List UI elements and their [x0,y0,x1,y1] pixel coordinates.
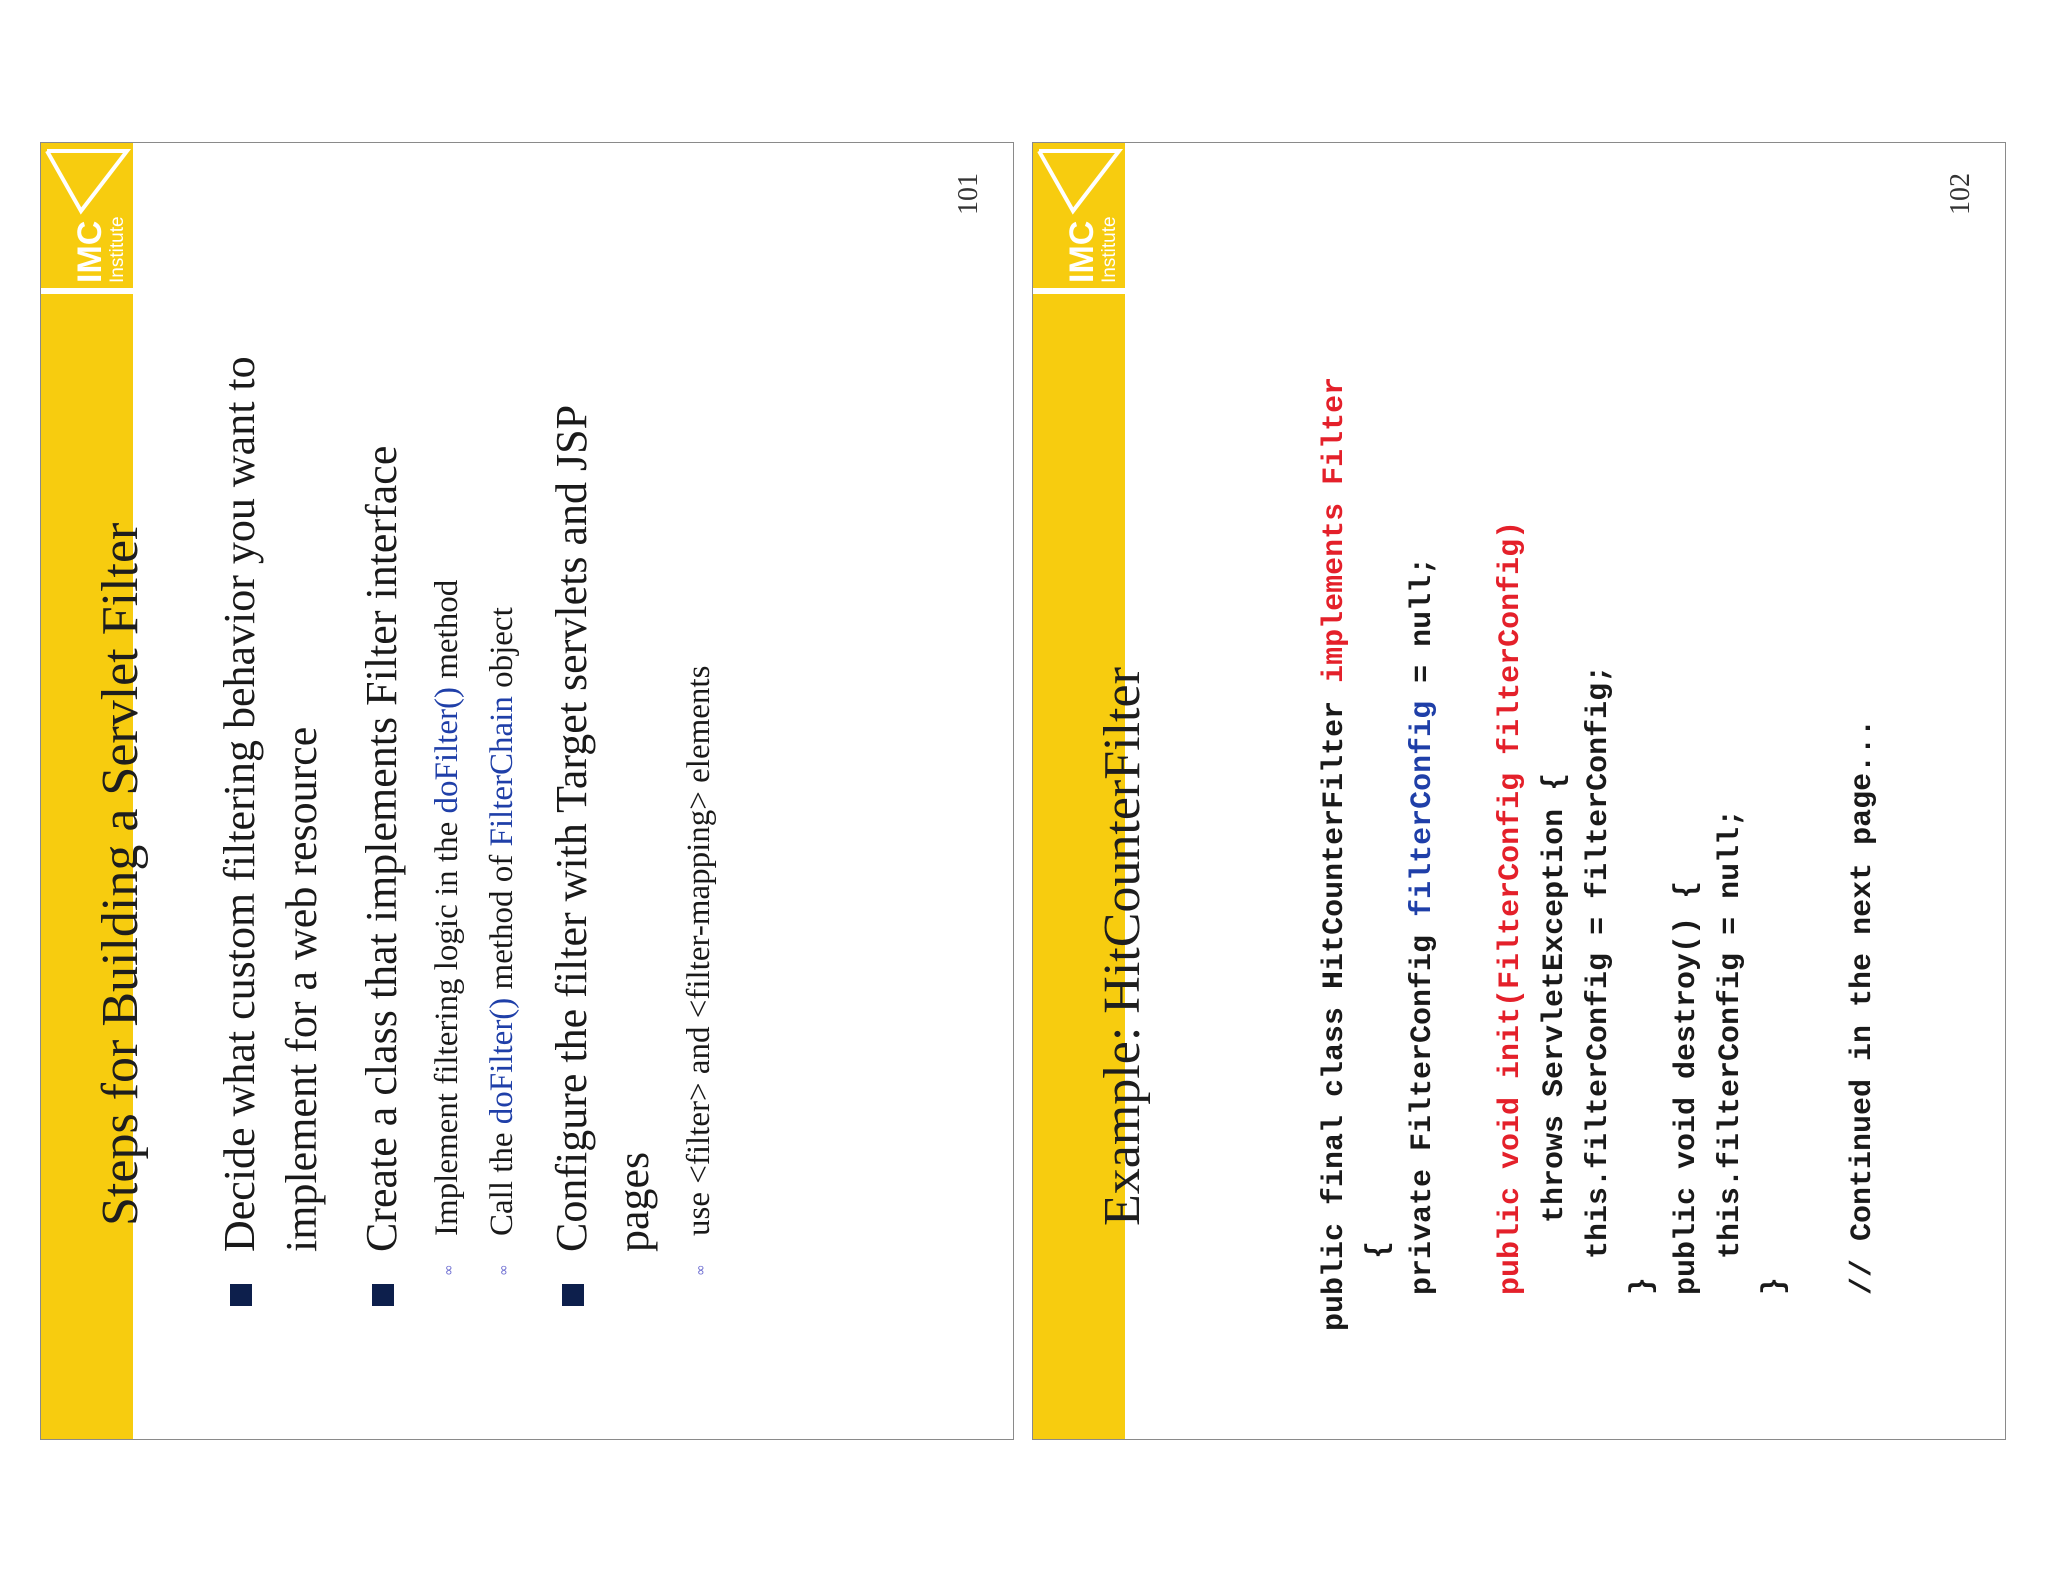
sub-bullet-item [677,326,722,1306]
code-line: throws ServletException { [1538,772,1572,1331]
sub-bullet-marker-icon: ∞ [496,1264,512,1276]
slide-content [41,143,1014,1440]
code-blank-line [1797,377,1841,1331]
code-term: doFilter() [429,687,465,814]
code-blank-line [1445,377,1489,1331]
code-comment-line: // Continued in the next page... [1846,718,1880,1331]
slide-title: Example: HitCounterFilter [1094,667,1151,1226]
slide-title: Steps for Building a Servlet Filter [92,522,149,1226]
code-term: doFilter() [484,997,520,1125]
code-line: } [1626,1276,1660,1331]
sub-bullet-text: Implement filtering logic in the [429,813,465,1236]
code-line: public final class HitCounterFilter implements Filter [1318,376,1352,1331]
sub-bullet-text: use <filter> and <filter-mapping> elements [681,665,717,1236]
page-number: 101 [953,173,984,215]
bullet-item [351,326,413,1306]
sub-bullet-marker-icon: ∞ [693,1264,709,1276]
sub-bullet-text: method of [484,846,520,998]
sub-bullet-text: object [484,607,520,697]
code-line: this.filterConfig = null; [1714,808,1748,1331]
code-line: public void destroy() { [1670,880,1704,1331]
slide-101 [40,142,1014,1440]
sub-bullet-text: Call the [484,1124,520,1236]
bullet-square-icon [372,1284,394,1306]
bullet-text: Decide what custom filtering behavior you want to implement for a web resource [215,356,326,1252]
code-block [1313,377,1885,1331]
logo-imc-text: IMC [71,220,109,283]
code-line: public void init(FilterConfig filterConfig) [1494,520,1528,1331]
sub-bullet-text: method [429,579,465,688]
sub-bullet-item [425,326,470,1306]
logo-institute-text: Institute [107,216,128,283]
sub-bullet-marker-icon: ∞ [441,1264,457,1276]
bullet-text: Create a class that implements Filter interface [357,445,406,1252]
bullet-list [209,326,738,1306]
bullet-text: Configure the filter with Target servlets and JSP pages [547,406,658,1252]
bullet-square-icon [562,1284,584,1306]
code-term: FilterChain [484,696,520,847]
sub-bullet-item [480,326,525,1306]
bullet-square-icon [230,1284,252,1306]
slide-102 [1032,142,2006,1440]
logo-imc-text: IMC [1063,220,1101,283]
slide-content [1033,143,2006,1440]
code-line: { [1362,1240,1396,1331]
code-line: this.filterConfig = filterConfig; [1582,664,1616,1331]
logo-institute-text: Institute [1099,216,1120,283]
code-line: } [1758,1276,1792,1331]
bullet-item [541,326,665,1306]
bullet-item [209,326,333,1306]
code-line: private FilterConfig filterConfig = null; [1406,556,1440,1331]
page-number: 102 [1945,173,1976,215]
